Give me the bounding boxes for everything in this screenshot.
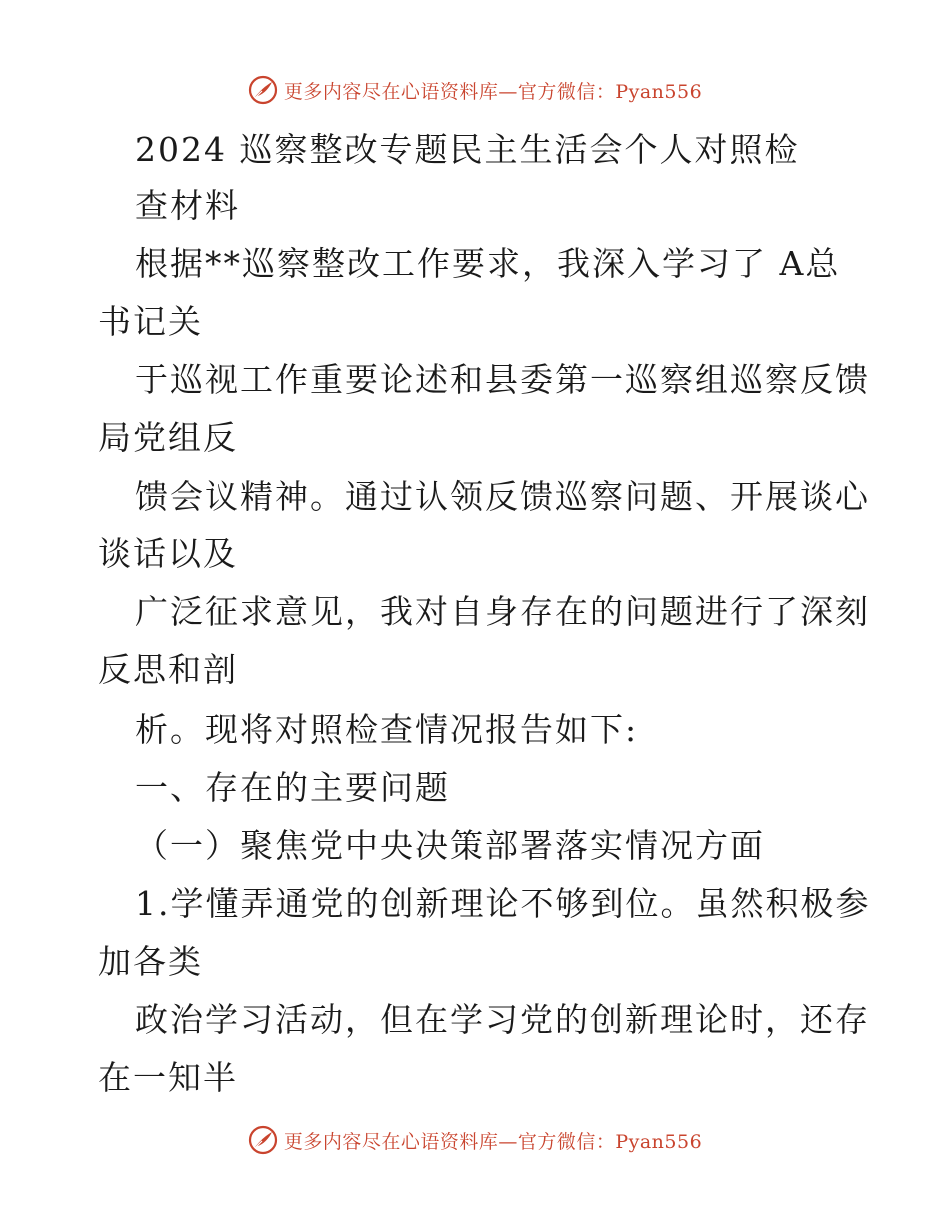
quill-logo-icon	[248, 75, 278, 105]
title-line-2: 查材料	[135, 186, 240, 225]
header-watermark-banner	[0, 72, 950, 108]
quill-logo-icon	[248, 1125, 278, 1155]
paragraph-line: 在一知半	[98, 1058, 238, 1097]
watermark-text: 更多内容尽在心语资料库—官方微信：Pyan556	[283, 80, 703, 103]
paragraph-line: 加各类	[98, 942, 203, 981]
subsection-heading: （一）聚焦党中央决策部署落实情况方面	[135, 826, 765, 865]
paragraph-line: 广泛征求意见，我对自身存在的问题进行了深刻	[135, 592, 870, 631]
paragraph-line: 反思和剖	[98, 650, 238, 689]
paragraph-line: 谈话以及	[98, 534, 238, 573]
paragraph-line: 局党组反	[98, 418, 238, 457]
footer-watermark-banner	[0, 1122, 950, 1158]
paragraph-line: 于巡视工作重要论述和县委第一巡察组巡察反馈	[135, 360, 870, 399]
paragraph-line: 根据**巡察整改工作要求，我深入学习了 A总	[135, 244, 841, 283]
title-line-1: 2024 巡察整改专题民主生活会个人对照检	[135, 130, 800, 169]
paragraph-line: 1.学懂弄通党的创新理论不够到位。虽然积极参	[135, 884, 871, 923]
paragraph-line: 书记关	[98, 302, 203, 341]
watermark-text: 更多内容尽在心语资料库—官方微信：Pyan556	[283, 1130, 703, 1153]
paragraph-line: 政治学习活动，但在学习党的创新理论时，还存	[135, 1000, 870, 1039]
paragraph-line: 馈会议精神。通过认领反馈巡察问题、开展谈心	[135, 477, 870, 516]
paragraph-line: 析。现将对照检查情况报告如下:	[135, 710, 639, 749]
section-heading: 一、存在的主要问题	[135, 768, 450, 807]
